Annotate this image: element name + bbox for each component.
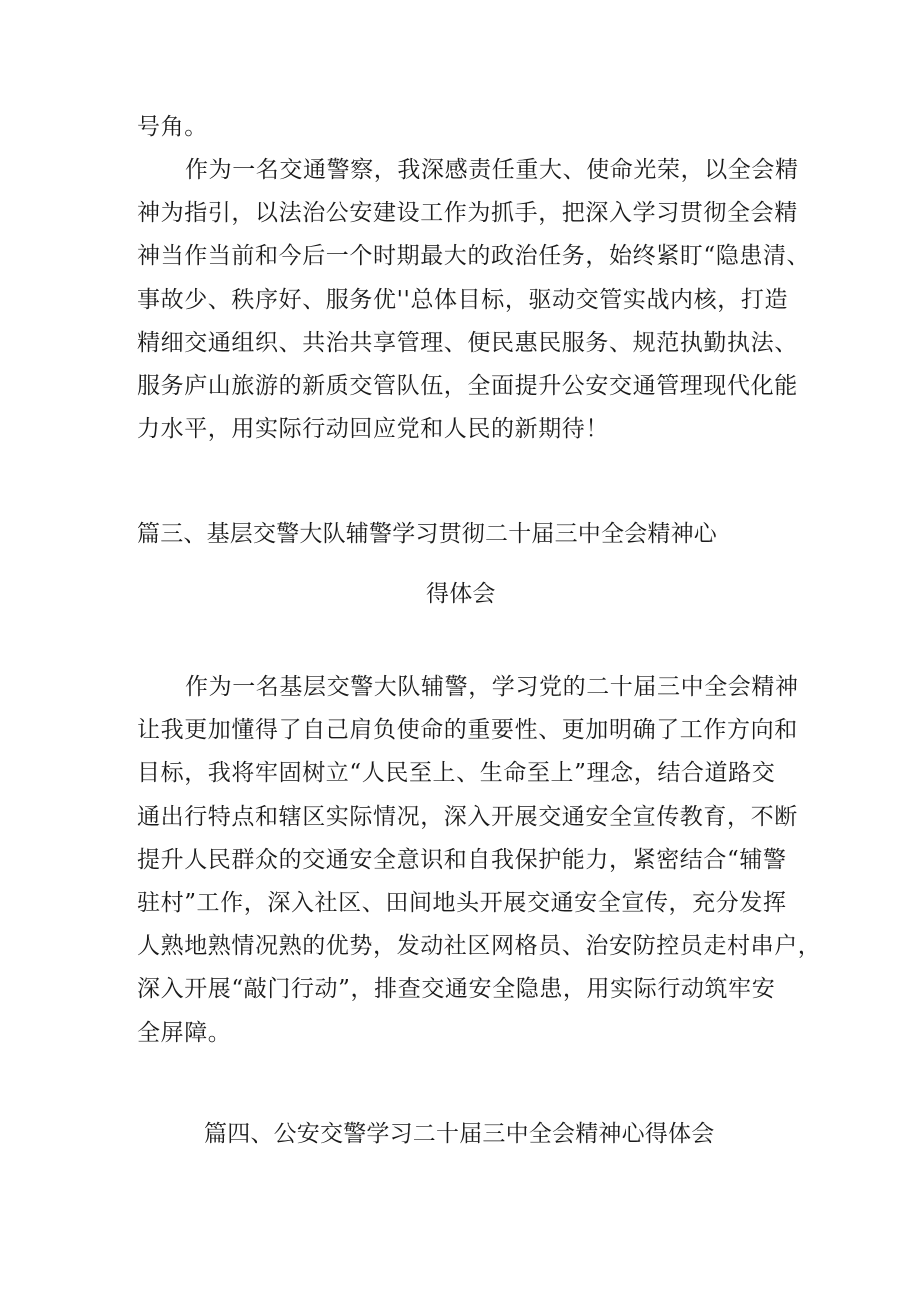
paragraph-auxiliary-police bbox=[137, 666, 822, 1055]
paragraph-line: 神当作当前和今后一个时期最大的政治任务，始终紧盯“隐患清、 bbox=[137, 243, 811, 270]
paragraph-line: 号角。 bbox=[137, 114, 208, 140]
paragraph-line: 精细交通组织、共治共享管理、便民惠民服务、规范执勤执法、 bbox=[137, 329, 798, 356]
paragraph-line: 驻村”工作，深入社区、田间地头开展交通安全宣传，充分发挥 bbox=[137, 890, 787, 917]
paragraph-line: 提升人民群众的交通安全意识和自我保护能力，紧密结合“辅警 bbox=[137, 846, 787, 873]
paragraph-continuation bbox=[137, 106, 787, 149]
paragraph-line: 作为一名交通警察，我深感责任重大、使命光荣，以全会精 bbox=[185, 157, 799, 183]
section-heading-3-line2: 得体会 bbox=[426, 581, 496, 607]
paragraph-line: 作为一名基层交警大队辅警，学习党的二十届三中全会精神 bbox=[185, 674, 799, 700]
paragraph-line: 目标，我将牢固树立“人民至上、生命至上”理念，结合道路交 bbox=[137, 760, 776, 787]
paragraph-line: 深入开展“敲门行动”，排查交通安全隐患，用实际行动筑牢安 bbox=[137, 976, 776, 1003]
paragraph-line: 力水平，用实际行动回应党和人民的新期待！ bbox=[137, 416, 609, 443]
paragraph-traffic-police bbox=[137, 149, 811, 451]
paragraph-line: 让我更加懂得了自己肩负使命的重要性、更加明确了工作方向和 bbox=[137, 717, 798, 744]
paragraph-line: 全屏障。 bbox=[137, 1019, 232, 1046]
paragraph-line: 神为指引，以法治公安建设工作为抓手，把深入学习贯彻全会精 bbox=[137, 200, 798, 227]
section-heading-4: 篇四、公安交警学习二十届三中全会精神心得体会 bbox=[204, 1121, 715, 1147]
paragraph-line: 人熟地熟情况熟的优势，发动社区网格员、治安防控员走村串户， bbox=[137, 933, 822, 960]
paragraph-line: 通出行特点和辖区实际情况，深入开展交通安全宣传教育，不断 bbox=[137, 803, 798, 830]
section-heading-3-line1: 篇三、基层交警大队辅警学习贯彻二十届三中全会精神心 bbox=[137, 521, 717, 547]
paragraph-line: 服务庐山旅游的新质交管队伍，全面提升公安交通管理现代化能 bbox=[137, 373, 798, 400]
paragraph-line: 事故少、秩序好、服务优''总体目标，驱动交管实战内核，打造 bbox=[137, 286, 789, 313]
